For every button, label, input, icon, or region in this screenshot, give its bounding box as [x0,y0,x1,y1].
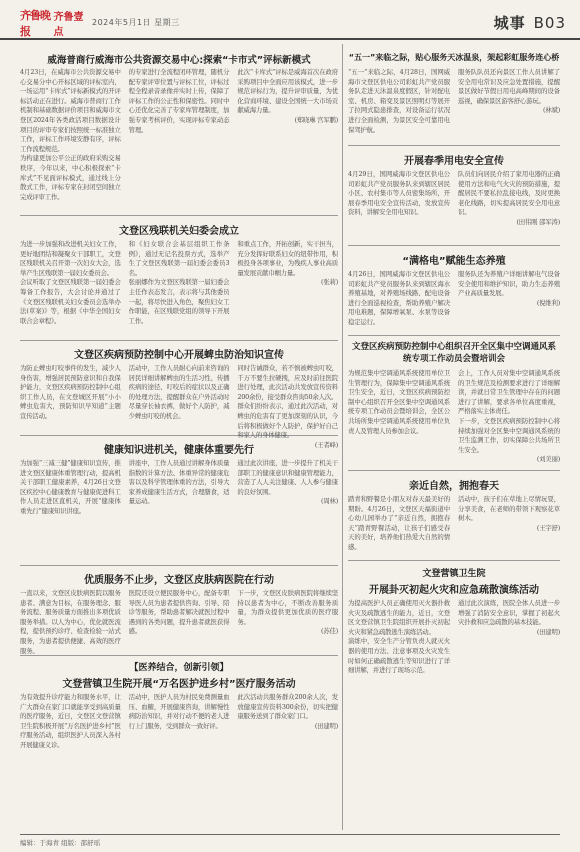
section-divider [20,565,338,566]
article-title: “五一”来临之际，贴心服务天冰温泉，架起彩虹服务连心桥 [348,53,560,62]
article-column [20,693,121,829]
paragraph: 为加强“三减三健”健康知识宣传，推进文登区健康体重管理行动，提高机关干部职工健康素养，4月26日文登区疾控中心健康教育与健康促进科工作人员走进区直机关，开展“健康体重先行”健康知识讲座。 [20,459,121,515]
article-column [129,459,230,561]
article-column [458,495,560,557]
article-column [20,240,121,336]
article-credit: (田建明) [536,627,560,636]
paragraph: 会议听取了文登区残联第一届妇委会筹备工作报告，大会讨论并通过了《文登区残联机关妇女委员会选举办法(草案)》等，根据《中华全国妇女联合会章程》。 [20,278,121,325]
article-column [348,68,450,142]
article-title: 优质服务不止步，文登区皮肤病医院在行动 [84,575,274,586]
paragraph: 群众们纷纷表示，通过此次活动，对蜱虫的危害有了更加深刻的认识，今后将积极做好个人防护，保护好自己和家人的身体健康。 [237,402,339,440]
article-column [237,68,338,211]
section-divider [20,215,338,216]
article-column [237,589,338,651]
paragraph: 活动中，工作人员耐心向前来咨询的居民详细讲解蜱虫的生活习性、传播疾病的途径、叮咬后的症状以及正确的处理方法，提醒群众在户外活动时尽量穿长袖衣裤，做好个人防护，减少蜱虫叮咬的机会。 [128,364,230,420]
article-column [458,369,560,467]
article-body [348,170,560,242]
article-column [237,693,338,829]
article-body [348,270,560,332]
article-column [348,170,450,242]
article-title: 文登区疾病预防控制中心组织召开全区集中空调通风系统专项工作动员会暨培训会 [351,342,556,364]
article-credit: (周林) [321,497,339,506]
article-column [129,693,230,829]
paragraph: 为构建更加公平公正的政府采购交易秩序，今年以来，中心积极探索“卡库式”不见面评标模式，通过线上分散式工作，评标专家在封闭空间独立完成评审工作。 [20,154,121,201]
paragraph: 张丽娜作为文登区残联第一届妇委会主任作表态发言，表示将与其他委员一起，将尽快进入角色，聚焦妇女工作职能，在区残联党组的领导下开展工作。 [128,278,230,325]
paragraph: 踏青和野餐是小朋友对春天最美好的期盼。4月26日，文登区天福街道中心幼儿园举办了“亲近自然，拥抱春天”踏青野餐活动，让孩子们感受春天的美好，培养他们热爱大自然的情感。 [348,495,450,551]
paragraph: 同时告诫群众，若不慎被蜱虫叮咬，千万不要生拉硬拽，应及时前往医院进行处理，此次活动共发放宣传资料200余份，接受群众咨询50余人次。 [237,364,339,401]
article-column [348,599,450,829]
article-kicker: 【医养结合，创新引领】 [129,663,229,673]
paragraph: 会上，工作人员对集中空调通风系统的卫生规范及检测要求进行了详细解读，并就日常卫生管理中存在的问题进行了讲解，要求各单位高度重视，严格落实主体责任。 [458,369,560,416]
section-divider [348,335,560,336]
article-title: 文登营镇卫生院开展“万名医护进乡村”医疗服务活动 [62,679,296,690]
paragraph: 4月29日，国网威海市文登区供电公司彩虹共产党员服务队来到辖区居民小区、农村集市等人员密集场所，开展春季用电安全宣传活动，发放宣传资料，讲解安全用电知识。 [348,170,450,217]
paragraph: 通过此次讲座，进一步提升了机关干部职工的健康意识和健康管理能力，营造了人人关注健康、人人参与健康的良好氛围。 [237,459,339,496]
paragraph: 和重点工作，开拓创新，实干担当，充分发挥好联系妇女的纽带作用，积极投身各项事业，为残疾人事业高质量发展贡献巾帼力量。 [237,240,339,277]
paragraph: 此次“卡库式”评标是威海首次在政府采购项目中全面应用该模式，进一步规范评标行为，提升评审质量，为优化营商环境、建设全国统一大市场贡献威海力量。 [237,68,339,115]
article-column [20,68,121,211]
page-number: B03 [533,14,566,32]
paragraph: 活动中，孩子们在草地上尽情玩耍，分享美食，在老师的带领下观察花草树木。 [458,495,560,523]
article-column [458,599,560,829]
article-credit: (田伟刚 邵军涛) [516,217,560,226]
article-credit: (张莉) [321,278,339,287]
paragraph: 为提高医护人员正确使用灭火器扑救火灾及疏散逃生的能力，近日，文登区文登营镇卫生院组织开展扑灭初起火灾和紧急疏散逃生演练活动。 [348,599,450,636]
paragraph: 4月26日，国网威海市文登区供电公司彩虹共产党员服务队来到辖区海水养殖基地，对养殖场线路、配电设备进行全面巡视检查，帮助养殖户解决用电难题，保障增氧泵、水泵等设备稳定运行。 [348,270,450,326]
column-divider [342,44,343,830]
paragraph: 通过此次演练，医院全体人员进一步增强了消防安全意识，掌握了初起火灾扑救和应急疏散的基本技能。 [458,599,560,627]
article-credit: (林斌) [543,106,560,115]
paragraph: 下一步，文登区疾病预防控制中心将持续加强对全区集中空调通风系统的卫生监测工作，切实保障公共场所卫生安全。 [458,416,560,454]
article-body [20,589,339,655]
logo-main: 齐鲁晚报 [20,9,50,38]
paragraph: 4月23日，在威海市公共资源交易中心交易分中心开标区域的评标室内，一场运用“卡库式”评标新模式的开评标活动正在进行。威海市普商行工作机制和基础数据评价项目和威海市文登区2024年各类政活项目数据设计项目的评审专家们按照统一标准独立工作，评标工作环境安静有序，评标工作流程规范。 [20,68,121,153]
paragraph: 讲座中，工作人员通过讲解身体质量指数的计算方法、体重异常的健康危害以及科学管理体重的方法，引导大家养成健康生活方式，合理膳食，适量运动。 [128,459,230,506]
paragraph: 服务队还为养殖户详细讲解电气设备安全使用和维护知识，助力生态养殖产业高质量发展。 [458,270,560,298]
article-body [348,599,560,829]
article-title: 健康知识进机关，健康体重要先行 [104,445,254,456]
article-column [20,589,121,655]
paragraph: 医院还设立便民服务中心，配备专职导医人员为患者提供咨询、引导、陪诊等服务，帮助患者解决就医过程中遇到的各类问题，提升患者就医获得感。 [128,589,230,636]
paragraph: 演练中，安全生产分管负责人就灭火器的使用方法、注意事项及火灾发生时如何正确疏散逃生等知识进行了详细讲解，并进行了现场示范。 [348,637,450,675]
paragraph: 为有效提升诊疗能力和服务水平，让广大群众在家门口就能享受到高质量的医疗服务，近日，文登区文登营镇卫生院积极开展“万名医护进乡村”医疗服务活动，组织医护人员深入各村开展健康义诊。 [20,693,121,749]
paragraph: 为规范集中空调通风系统使用单位卫生管理行为，保障集中空调通风系统卫生安全，近日，文登区疾病预防控制中心组织召开全区集中空调通风系统专项工作动员会暨培训会，全区公共场所集中空调通风系统使用单位负责人及管理人员参加会议。 [348,369,450,435]
article-column [348,495,450,557]
paragraph: 一直以来，文登区皮肤病医院以服务患者、满意为目标，在服务理念、服务流程、服务质量方面推出多项优质服务举措。以人为中心，优化就医流程，提供预约诊疗、检查检验一站式服务，为患者提供便捷、高效的医疗服务。 [20,589,121,655]
article-body [348,369,560,467]
article-title: 文登区残联机关妇委会成立 [119,226,239,237]
logo-sub: 齐鲁壹点 [53,12,84,38]
article-column [237,364,339,449]
article-body [20,68,338,211]
article-column [458,170,560,242]
section-divider [20,340,338,341]
article-body [20,240,338,336]
paragraph: 队员们向居民介绍了家用电器的正确使用方法和电气火灾的预防措施，提醒居民不要私拉乱接电线，及时更换老化线路，切实提高居民安全用电意识。 [458,170,560,217]
paragraph: 的专家进行全流程闭环管理，随机分配专家评审位置与评标工位，评标过程全程录音录像并实时上传，保障了评标工作的公正性和保密性。同时中心还优化完善了专家库管理制度，加强专家考核评价，实现评标专家动态管理。 [128,68,230,134]
article-column [129,364,230,431]
article-title: 亲近自然，拥抱春天 [409,481,499,492]
article-credit: (倪维利) [536,298,560,307]
section-divider [348,560,560,561]
paragraph: 为进一步加强和改进机关妇女工作，更好地团结和凝聚女干部职工，文登区残联机关召开第一次妇女大会，选举产生区残联第一届妇女委员会。 [20,240,121,277]
paragraph: 活动中，医护人员为村民免费测量血压、血糖，开展健康咨询，讲解慢性病防治知识，并对行动不便的老人进行上门服务，受到群众一致好评。 [128,693,230,730]
page-section [494,12,566,33]
paragraph: 下一步，文登区皮肤病医院将继续坚持以患者为中心，不断改善服务质量，为群众提供更加优质的医疗服务。 [237,589,339,626]
paragraph: 为防止蜱虫叮咬事件的发生，减少人身伤害，增强居民预防意识和自我保护能力，文登区疾病预防控制中心组织工作人员，在文登城区开展“小小蜱虫危害大，预防知识早知道”主题宣传活动。 [20,364,121,420]
article-credit: (王宇舒) [536,523,560,532]
article-kicker: 文登营镇卫生院 [422,569,486,579]
article-column [458,270,560,332]
section-divider [348,245,560,246]
paragraph: “五一”来临之际，4月28日，国网威海市文登区供电公司彩虹共产党员服务队走进天沐温泉度假区，针对配电室、机房、箱变及景区照明灯等展开了拉网式隐患排查，对设备运行状况进行全面检测，为景区安全可靠用电保驾护航。 [348,68,450,134]
article-credit: (田建明) [314,721,339,730]
article-column [20,459,121,561]
article-body [348,68,560,142]
article-credit: (王者峰) [314,440,339,449]
section-name: 城事 [493,14,526,32]
article-column [129,68,230,211]
paragraph: 和《妇女联合会基层组织工作条例》，通过无记名投票方式，选举产生了文登区残联第一届妇委会委员3名。 [128,240,230,277]
article-column [458,68,560,142]
article-title: 文登区疾病预防控制中心开展蜱虫防治知识宣传 [74,350,284,361]
article-credit: (郑晓琳 宫军鹏) [294,115,339,124]
newspaper-logo [20,9,84,38]
paragraph: 此次活动共服务群众200余人次，发放健康宣传资料300余份，切实把健康服务送到了群众家门口。 [237,693,339,721]
article-column [237,240,338,336]
page-header [0,0,580,40]
article-column [237,459,338,561]
article-title: 开展卦灭初起火灾和应急疏散演练活动 [369,585,539,596]
article-column [129,240,230,336]
section-divider [348,145,560,146]
article-title: 开展春季用电安全宣传 [404,156,504,167]
section-divider [348,470,560,471]
article-body [20,693,338,829]
article-body [20,459,338,561]
paragraph: 服务队队员还向景区工作人员讲解了安全用电常识及应急处置措施，提醒景区做好节假日用电高峰期间的设备巡视，确保景区游客舒心游玩。 [458,68,560,105]
article-credit: (刘美丽) [536,455,560,464]
article-credit: (苏佳) [321,627,339,636]
article-column [129,589,230,651]
article-title: 威海普商行威海市公共资源交易中心:探索“卡市式”评标新模式 [47,55,311,66]
article-column [348,270,450,332]
article-body [20,364,339,449]
article-column [348,369,450,467]
article-column [20,364,121,431]
article-title: “满格电”赋能生态养殖 [402,256,506,267]
issue-date: 2024年5月1日 星期三 [92,18,180,27]
page-footer: 编辑：于海青 组版：邵舒瑶 [20,834,560,847]
article-body [348,495,560,557]
